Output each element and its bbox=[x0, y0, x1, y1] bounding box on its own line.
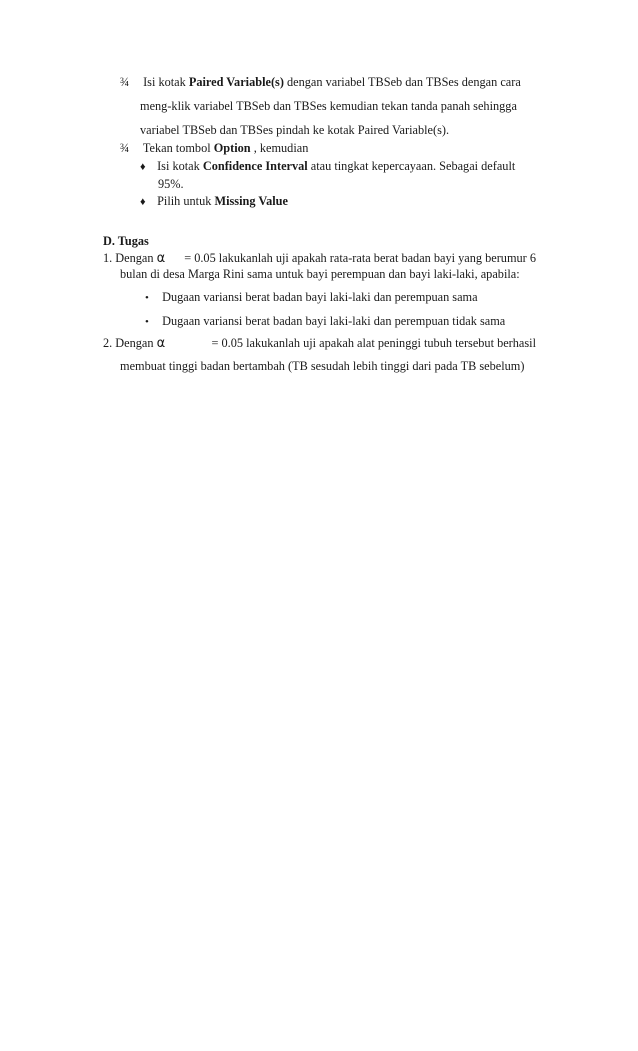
question1-text-pre: 1. Dengan α bbox=[103, 251, 166, 266]
section-heading-text: D. Tugas bbox=[103, 234, 149, 248]
step2-sub2-bold: Missing Value bbox=[214, 194, 288, 208]
step1-text-post: dengan variabel TBSeb dan TBSes dengan cara bbox=[287, 75, 521, 89]
step2-sub2-pre: Pilih untuk bbox=[157, 194, 215, 208]
question2-line2: membuat tinggi badan bertambah (TB sesudah lebih tinggi dari pada TB sebelum) bbox=[120, 359, 525, 373]
arrow-bullet-icon: ¾ bbox=[120, 75, 130, 89]
step2-line1 bbox=[120, 140, 308, 156]
section-heading bbox=[103, 233, 149, 249]
question2-text-post: = 0.05 lakukanlah uji apakah alat peninggi tubuh tersebut berhasil bbox=[208, 336, 536, 350]
step1-line3: variabel TBSeb dan TBSes pindah ke kotak Paired Variable(s). bbox=[140, 123, 450, 137]
step2-sub1-bold: Confidence Interval bbox=[202, 159, 308, 173]
step2-sub1-line2: 95%. bbox=[158, 177, 184, 191]
step2-sub1-line1 bbox=[140, 158, 515, 175]
question1-option1 bbox=[145, 289, 478, 306]
question1-text-post: = 0.05 lakukanlah uji apakah rata-rata berat badan bayi yang berumur 6 bbox=[181, 251, 536, 265]
bullet-dot-icon: • bbox=[145, 316, 149, 328]
diamond-bullet-icon: ♦ bbox=[140, 196, 146, 208]
arrow-bullet-icon: ¾ bbox=[120, 141, 130, 155]
step2-sub1-post: atau tingkat kepercayaan. Sebagai default bbox=[310, 159, 516, 173]
alpha-symbol: α bbox=[156, 251, 166, 266]
alpha-symbol: α bbox=[156, 336, 166, 351]
step1-line2: meng-klik variabel TBSeb dan TBSes kemudian tekan tanda panah sehingga bbox=[140, 99, 517, 113]
step2-sub1-pre: Isi kotak bbox=[157, 159, 203, 173]
step2-bold-term: Option bbox=[213, 141, 251, 155]
question1-option2 bbox=[145, 313, 505, 330]
step2-text-pre: Tekan tombol bbox=[142, 141, 214, 155]
step2-text-post: , kemudian bbox=[253, 141, 309, 155]
question1-option2-text: Dugaan variansi berat badan bayi laki-laki dan perempuan tidak sama bbox=[162, 314, 506, 328]
question1-option1-text: Dugaan variansi berat badan bayi laki-laki dan perempuan sama bbox=[162, 290, 478, 304]
step2-sub2 bbox=[140, 193, 288, 210]
question2-line1 bbox=[103, 335, 536, 352]
step1-bold-term: Paired Variable(s) bbox=[188, 75, 284, 89]
question2-text-pre: 2. Dengan α bbox=[103, 336, 166, 351]
diamond-bullet-icon: ♦ bbox=[140, 161, 146, 173]
step1-line1 bbox=[120, 74, 521, 90]
bullet-dot-icon: • bbox=[145, 292, 149, 304]
question1-line2: bulan di desa Marga Rini sama untuk bayi perempuan dan bayi laki-laki, apabila: bbox=[120, 267, 520, 281]
question1-line1 bbox=[103, 250, 536, 267]
step1-text-pre: Isi kotak bbox=[143, 75, 189, 89]
